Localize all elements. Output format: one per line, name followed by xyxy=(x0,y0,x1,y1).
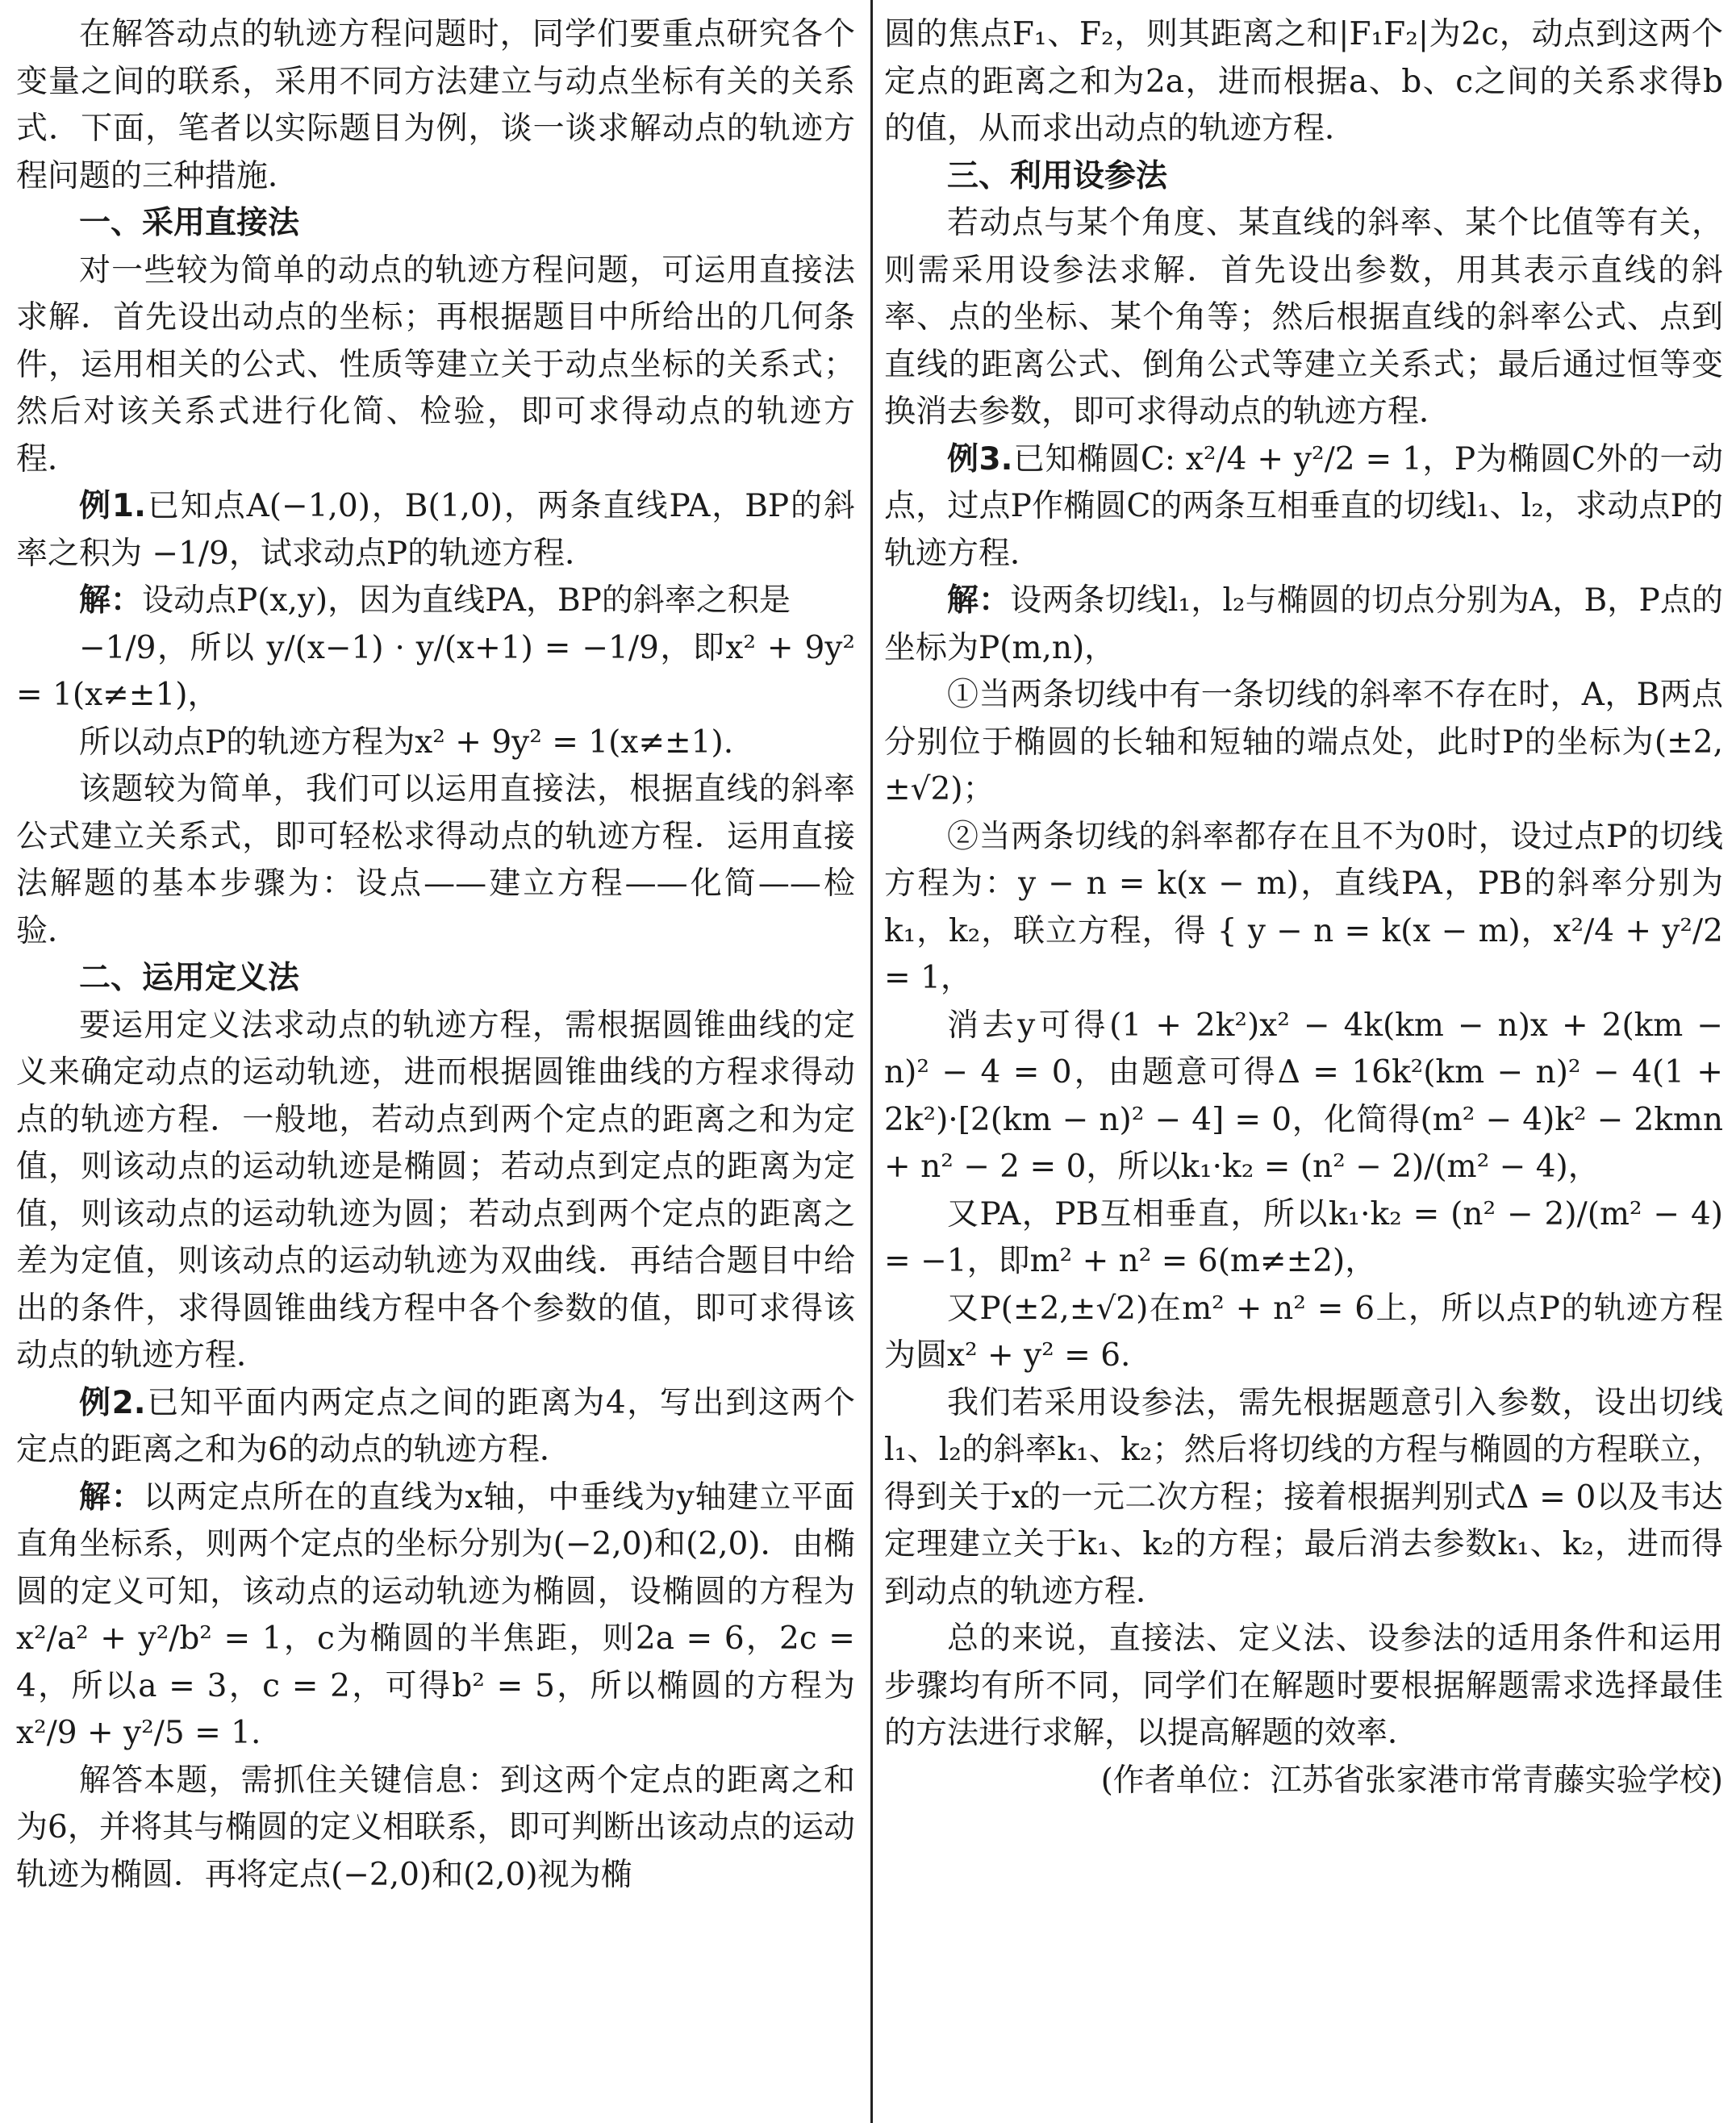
solution-paragraph xyxy=(16,1474,855,1758)
paragraph-text: 所以动点P的轨迹方程为x² + 9y² = 1(x≠±1). xyxy=(79,724,734,761)
column-divider xyxy=(870,0,873,2123)
paragraph xyxy=(16,766,855,955)
paragraph-text: −1/9，所以 y/(x−1) · y/(x+1) = −1/9，即x² + 9y² = 1(x≠±1)， xyxy=(16,629,855,713)
paragraph xyxy=(16,719,855,767)
solution-label: 解： xyxy=(79,582,143,619)
paragraph-text: 解答本题，需抓住关键信息：到这两个定点的距离之和为6，并将其与椭圆的定义相联系，即可判断出该动点的运动轨迹为椭圆．再将定点(−2,0)和(2,0)视为椭 xyxy=(16,1762,855,1893)
paragraph xyxy=(884,1286,1723,1380)
paragraph xyxy=(884,1616,1723,1758)
formula-line xyxy=(16,625,855,719)
paragraph-text: 消去y可得(1 + 2k²)x² − 4k(km − n)x + 2(km − n)² − 4 = 0，由题意可得Δ = 16k²(km − n)² − 4(1 + 2k²)·[2(km − n)² − 4] = 0，化简得(m² − 4)k² − 2kmn + n² − 2 = 0，所以k₁·k₂ = (n² − 2)/(m² − 4)， xyxy=(884,1007,1723,1185)
paragraph-text: 已知点A(−1,0)，B(1,0)，两条直线PA，BP的斜率之积为 −1/9，试求动点P的轨迹方程． xyxy=(16,488,855,572)
example-problem xyxy=(884,436,1723,578)
paragraph-text: ②当两条切线的斜率都存在且不为0时，设过点P的切线方程为：y − n = k(x − m)，直线PA，PB的斜率分别为k₁，k₂，联立方程，得 { y − n = k(x − m)，x²/4 + y²/2 = 1， xyxy=(884,818,1723,996)
solution-label: 解： xyxy=(79,1479,144,1516)
paragraph xyxy=(884,1380,1723,1616)
section-heading: 三、利用设参法 xyxy=(947,157,1168,194)
section-heading: 一、采用直接法 xyxy=(79,205,300,241)
paragraph-text: ①当两条切线中有一条切线的斜率不存在时，A，B两点分别位于椭圆的长轴和短轴的端点处，此时P的坐标为(±2,±√2)； xyxy=(884,677,1723,807)
example-label: 例2. xyxy=(79,1384,146,1421)
author-affiliation xyxy=(884,1758,1723,1805)
paragraph xyxy=(884,1191,1723,1286)
paragraph xyxy=(884,11,1723,153)
example-problem xyxy=(16,1380,855,1474)
paragraph xyxy=(16,1758,855,1900)
paragraph-text: 已知平面内两定点之间的距离为4，写出到这两个定点的距离之和为6的动点的轨迹方程． xyxy=(16,1384,855,1468)
paragraph-text: 又PA，PB互相垂直，所以k₁·k₂ = (n² − 2)/(m² − 4) = −1，即m² + n² = 6(m≠±2)， xyxy=(884,1195,1723,1279)
paragraph-text: 已知椭圆C: x²/4 + y²/2 = 1，P为椭圆C外的一动点，过点P作椭圆C的两条互相垂直的切线l₁、l₂，求动点P的轨迹方程． xyxy=(884,440,1724,572)
paragraph-text: 以两定点所在的直线为x轴，中垂线为y轴建立平面直角坐标系，则两个定点的坐标分别为(−2,0)和(2,0)．由椭圆的定义可知，该动点的运动轨迹为椭圆，设椭圆的方程为 x²/a² + y²/b² = 1，c为椭圆的半焦距，则2a = 6，2c = 4，所以a = 3，c = 2，可得b² = 5，所以椭圆的方程为 x²/9 + y²/5 = 1. xyxy=(16,1479,855,1751)
paragraph-text: 在解答动点的轨迹方程问题时，同学们要重点研究各个变量之间的联系，采用不同方法建立与动点坐标有关的关系式．下面，笔者以实际题目为例，谈一谈求解动点的轨迹方程问题的三种措施． xyxy=(16,16,855,194)
paragraph xyxy=(884,814,1723,1003)
solution-paragraph xyxy=(16,578,855,625)
solution-label: 解： xyxy=(947,582,1011,619)
paragraph-text: (作者单位：江苏省张家港市常青藤实验学校) xyxy=(1100,1762,1723,1799)
example-label: 例3. xyxy=(947,440,1013,478)
left-column xyxy=(16,11,855,2123)
paragraph-text: 我们若采用设参法，需先根据题意引入参数，设出切线l₁、l₂的斜率k₁、k₂；然后将切线的方程与椭圆的方程联立，得到关于x的一元二次方程；接着根据判别式Δ = 0以及韦达定理建立关于k₁、k₂的方程；最后消去参数k₁、k₂，进而得到动点的轨迹方程． xyxy=(884,1384,1723,1610)
solution-paragraph xyxy=(884,578,1723,672)
paragraph-text: 对一些较为简单的动点的轨迹方程问题，可运用直接法求解．首先设出动点的坐标；再根据题目中所给出的几何条件，运用相关的公式、性质等建立关于动点坐标的关系式；然后对该关系式进行化简、检验，即可求得动点的轨迹方程． xyxy=(16,252,855,478)
paragraph xyxy=(884,1003,1723,1191)
paragraph xyxy=(884,200,1723,436)
section-heading: 二、运用定义法 xyxy=(79,960,300,996)
paragraph-text: 总的来说，直接法、定义法、设参法的适用条件和运用步骤均有所不同，同学们在解题时要根据解题需求选择最佳的方法进行求解，以提高解题的效率． xyxy=(884,1620,1723,1751)
paragraph-text: 要运用定义法求动点的轨迹方程，需根据圆锥曲线的定义来确定动点的运动轨迹，进而根据圆锥曲线的方程求得动点的轨迹方程．一般地，若动点到两个定点的距离之和为定值，则该动点的运动轨迹是椭圆；若动点到定点的距离为定值，则该动点的运动轨迹为圆；若动点到两个定点的距离之差为定值，则该动点的运动轨迹为双曲线．再结合题目中给出的条件，求得圆锥曲线方程中各个参数的值，即可求得该动点的轨迹方程． xyxy=(16,1007,855,1374)
paragraph-text: 设动点P(x,y)，因为直线PA，BP的斜率之积是 xyxy=(142,582,791,619)
paragraph xyxy=(884,672,1723,814)
paragraph xyxy=(16,1003,855,1380)
paragraph-text: 圆的焦点F₁、F₂，则其距离之和|F₁F₂|为2c，动点到这两个定点的距离之和为2a，进而根据a、b、c之间的关系求得b的值，从而求出动点的轨迹方程． xyxy=(884,16,1723,147)
paragraph-text: 若动点与某个角度、某直线的斜率、某个比值等有关，则需采用设参法求解．首先设出参数，用其表示直线的斜率、点的坐标、某个角等；然后根据直线的斜率公式、点到直线的距离公式、倒角公式等建立关系式；最后通过恒等变换消去参数，即可求得动点的轨迹方程． xyxy=(884,205,1723,430)
right-column xyxy=(884,11,1723,2123)
paragraph xyxy=(16,248,855,484)
paragraph-text: 设两条切线l₁，l₂与椭圆的切点分别为A，B，P点的坐标为P(m,n)， xyxy=(884,582,1723,666)
paragraph-text: 又P(±2,±√2)在m² + n² = 6上，所以点P的轨迹方程为圆x² + y² = 6. xyxy=(884,1290,1723,1374)
example-label: 例1. xyxy=(79,488,146,524)
paragraph-text: 该题较为简单，我们可以运用直接法，根据直线的斜率公式建立关系式，即可轻松求得动点的轨迹方程．运用直接法解题的基本步骤为：设点——建立方程——化简——检验． xyxy=(16,771,855,949)
paragraph xyxy=(16,11,855,200)
example-problem xyxy=(16,483,855,578)
